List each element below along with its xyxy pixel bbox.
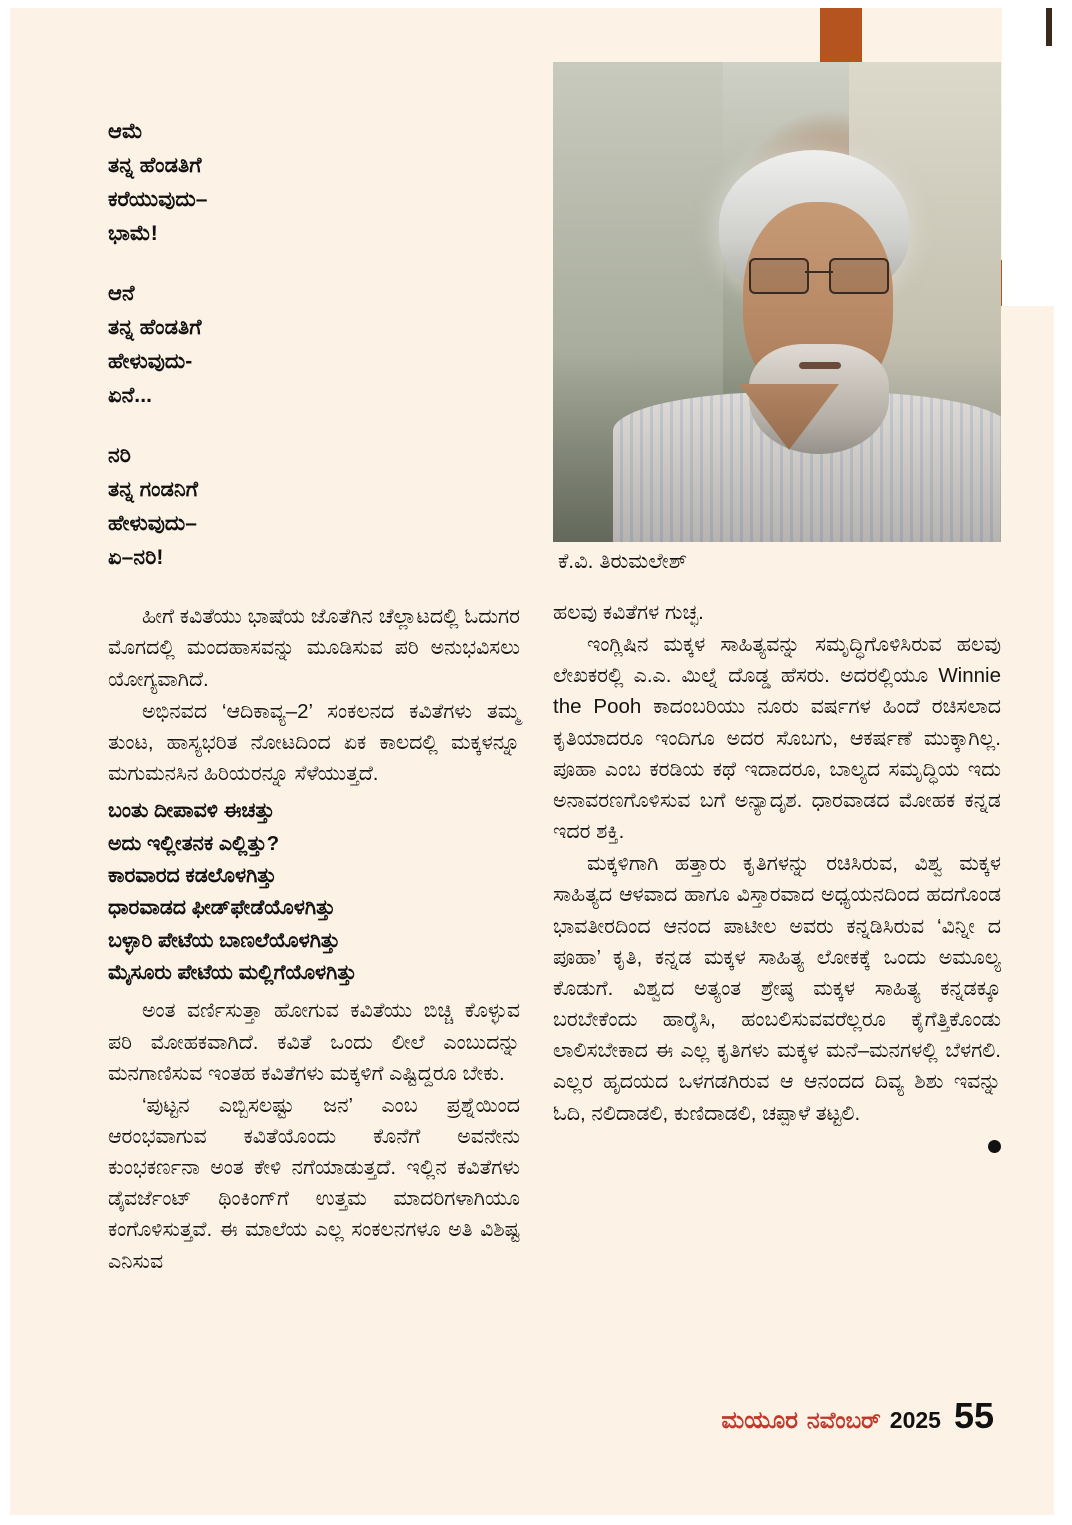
article-end-marker	[988, 1140, 1001, 1153]
poem-line: ಹೇಳುವುದು-	[108, 350, 193, 374]
quoted-verse-block	[108, 795, 520, 989]
poem-stanza-3	[108, 439, 520, 575]
poem-line: ಏ–ನರಿ!	[108, 546, 164, 570]
verse-line: ಬಂತು ದೀಪಾವಳಿ ಈಚತ್ತು	[108, 799, 275, 823]
verse-line: ಬಳ್ಳಾರಿ ಪೇಟೆಯ ಬಾಣಲೆಯೊಳಗಿತ್ತು	[108, 928, 341, 952]
page-edge-bottom	[0, 1515, 1072, 1525]
paragraph: ‘ಪುಟ್ಟನ ಎಬ್ಬಿಸಲಷ್ಟು ಜನ’ ಎಂಬ ಪ್ರಶ್ನೆಯಿಂದ ಆರಂಭವಾಗುವ ಕವಿತೆಯೊಂದು ಕೊನೆಗೆ ಅವನೇನು ಕುಂಭಕರ್ಣನಾ ಅಂತ ಕೇಳಿ ನಗೆಯಾಡುತ್ತದೆ. ಇಲ್ಲಿನ ಕವಿತೆಗಳು ಡೈವರ್ಜೆಂಟ್ ಥಿಂಕಿಂಗ್‌ಗೆ ಉತ್ತಮ ಮಾದರಿಗಳಾಗಿಯೂ ಕಂಗೊಳಿಸುತ್ತವೆ. ಈ ಮಾಲೆಯ ಎಲ್ಲ ಸಂಕಲನಗಳೂ ಅತಿ ವಿಶಿಷ್ಟ ಎನಿಸುವ	[108, 1093, 520, 1273]
magazine-logo: ಮಯೂರ	[721, 1407, 798, 1434]
page-number: 55	[953, 1395, 994, 1436]
page-edge-top	[0, 0, 1072, 8]
poem-line: ಏನೆ...	[108, 384, 153, 408]
paragraph: ಅಂತ ವರ್ಣಿಸುತ್ತಾ ಹೋಗುವ ಕವಿತೆಯು ಬಿಚ್ಚಿ ಕೊಳ್ಳುವ ಪರಿ ಮೋಹಕವಾಗಿದೆ. ಕವಿತೆ ಒಂದು ಲೀಲೆ ಎಂಬುದನ್ನು ಮನಗಾಣಿಸುವ ಇಂತಹ ಕವಿತೆಗಳು ಮಕ್ಕಳಿಗೆ ಎಷ್ಟಿದ್ದರೂ ಬೇಕು.	[108, 999, 520, 1085]
paragraph: ಹೀಗೆ ಕವಿತೆಯು ಭಾಷೆಯ ಜೊತೆಗಿನ ಚೆಲ್ಲಾಟದಲ್ಲಿ ಓದುಗರ ಮೊಗದಲ್ಲಿ ಮಂದಹಾಸವನ್ನು ಮೂಡಿಸುವ ಪರಿ ಅನುಭವಿಸಲು ಯೋಗ್ಯವಾಗಿದೆ.	[108, 605, 520, 691]
footer-year: 2025	[889, 1407, 941, 1433]
verse-line: ಮೈಸೂರು ಪೇಟೆಯ ಮಲ್ಲಿಗೆಯೊಳಗಿತ್ತು	[108, 961, 357, 984]
portrait-image	[553, 62, 1001, 542]
paragraph: ಅಭಿನವದ ‘ಆದಿಕಾವ್ಯ–2’ ಸಂಕಲನದ ಕವಿತೆಗಳು ತಮ್ಮ ತುಂಟ, ಹಾಸ್ಯಭರಿತ ನೋಟದಿಂದ ಏಕ ಕಾಲದಲ್ಲಿ ಮಕ್ಕಳನ್ನೂ ಮಗುಮನಸಿನ ಹಿರಿಯರನ್ನೂ ಸೆಳೆಯುತ್ತದೆ.	[108, 699, 520, 785]
page-edge-left	[0, 0, 10, 1525]
footer-month: ನವೆಂಬರ್	[806, 1407, 881, 1433]
poem-block	[108, 115, 520, 575]
poem-line: ತನ್ನ ಗಂಡನಿಗೆ	[108, 478, 199, 502]
right-body-text	[553, 597, 1001, 1129]
left-body-text	[108, 601, 520, 789]
left-column	[108, 115, 520, 1278]
poem-line: ಭಾಮೆ!	[108, 222, 158, 246]
verse-line: ಧಾರವಾಡದ ಫೀಡ್‌ಫೇಡೆಯೊಳಗಿತ್ತು	[108, 896, 336, 920]
poem-line: ಆಮೆ	[108, 120, 143, 143]
poem-line: ಹೇಳುವುದು–	[108, 512, 198, 536]
poem-line: ಕರೆಯುವುದು–	[108, 188, 208, 212]
poem-line: ಆನೆ	[108, 282, 135, 306]
poem-line: ನರಿ	[108, 444, 131, 468]
decorative-corner-strip	[1046, 8, 1052, 46]
decorative-corner-white	[1002, 8, 1054, 306]
right-column	[553, 597, 1001, 1153]
verse-line: ಅದು ಇಲ್ಲೀತನಕ ಎಲ್ಲಿತ್ತು?	[108, 831, 280, 855]
page-footer	[721, 1395, 994, 1437]
author-portrait-photo	[553, 62, 1001, 542]
paragraph: ಇಂಗ್ಲಿಷಿನ ಮಕ್ಕಳ ಸಾಹಿತ್ಯವನ್ನು ಸಮೃದ್ಧಿಗೊಳಿಸಿರುವ ಹಲವು ಲೇಖಕರಲ್ಲಿ ಎ.ಎ. ಮಿಲ್ನೆ ದೊಡ್ಡ ಹೆಸರು. ಅದರಲ್ಲಿಯೂ Winnie the Pooh ಕಾದಂಬರಿಯು ನೂರು ವರ್ಷಗಳ ಹಿಂದೆ ರಚಿಸಲಾದ ಕೃತಿಯಾದರೂ ಇಂದಿಗೂ ಅದರ ಸೊಬಗು, ಆಕರ್ಷಣೆ ಮುಕ್ಕಾಗಿಲ್ಲ. ಪೂಹಾ ಎಂಬ ಕರಡಿಯ ಕಥೆ ಇದಾದರೂ, ಬಾಲ್ಯದ ಸಮೃದ್ಧಿಯ ಇದು ಅನಾವರಣಗೊಳಿಸುವ ಬಗೆ ಅನ್ಯಾದೃಶ. ಧಾರವಾಡದ ಮೋಹಕ ಕನ್ನಡ ಇದರ ಶಕ್ತಿ.	[553, 633, 1001, 844]
poem-line: ತನ್ನ ಹೆಂಡತಿಗೆ	[108, 154, 202, 178]
paragraph-continuation: ಹಲವು ಕವಿತೆಗಳ ಗುಚ್ಛ.	[553, 601, 704, 624]
page-edge-right	[1054, 0, 1072, 1525]
poem-stanza-1	[108, 115, 520, 251]
poem-stanza-2	[108, 277, 520, 413]
photo-caption: ಕೆ.ವಿ. ತಿರುಮಲೇಶ್	[558, 550, 688, 573]
poem-line: ತನ್ನ ಹೆಂಡತಿಗೆ	[108, 316, 202, 340]
paragraph: ಮಕ್ಕಳಿಗಾಗಿ ಹತ್ತಾರು ಕೃತಿಗಳನ್ನು ರಚಿಸಿರುವ, ವಿಶ್ವ ಮಕ್ಕಳ ಸಾಹಿತ್ಯದ ಆಳವಾದ ಹಾಗೂ ವಿಸ್ತಾರವಾದ ಅಧ್ಯಯನದಿಂದ ಹದಗೊಂಡ ಭಾವತೀರದಿಂದ ಆನಂದ ಪಾಟೀಲ ಅವರು ಕನ್ನಡಿಸಿರುವ ‘ವಿನ್ನೀ ದ ಪೂಹಾ’ ಕೃತಿ, ಕನ್ನಡ ಮಕ್ಕಳ ಸಾಹಿತ್ಯ ಲೋಕಕ್ಕೆ ಒಂದು ಅಮೂಲ್ಯ ಕೊಡುಗೆ. ವಿಶ್ವದ ಅತ್ಯಂತ ಶ್ರೇಷ್ಠ ಮಕ್ಕಳ ಸಾಹಿತ್ಯ ಕನ್ನಡಕ್ಕೂ ಬರಬೇಕೆಂದು ಹಾರೈಸಿ, ಹಂಬಲಿಸುವವರೆಲ್ಲರೂ ಕೈಗೆತ್ತಿಕೊಂಡು ಲಾಲಿಸಬೇಕಾದ ಈ ಎಲ್ಲ ಕೃತಿಗಳು ಮಕ್ಕಳ ಮನೆ–ಮನಗಳಲ್ಲಿ ಬೆಳಗಲಿ. ಎಲ್ಲರ ಹೃದಯದ ಒಳಗಡಗಿರುವ ಆ ಆನಂದದ ದಿವ್ಯ ಶಿಶು ಇವನ್ನು ಓದಿ, ನಲಿದಾಡಲಿ, ಕುಣಿದಾಡಲಿ, ಚಪ್ಪಾಳೆ ತಟ್ಟಲಿ.	[553, 852, 1001, 1125]
photo-vignette	[553, 62, 1001, 542]
left-body-text-after	[108, 995, 520, 1276]
verse-line: ಕಾರವಾರದ ಕಡಲೊಳಗಿತ್ತು	[108, 863, 277, 887]
